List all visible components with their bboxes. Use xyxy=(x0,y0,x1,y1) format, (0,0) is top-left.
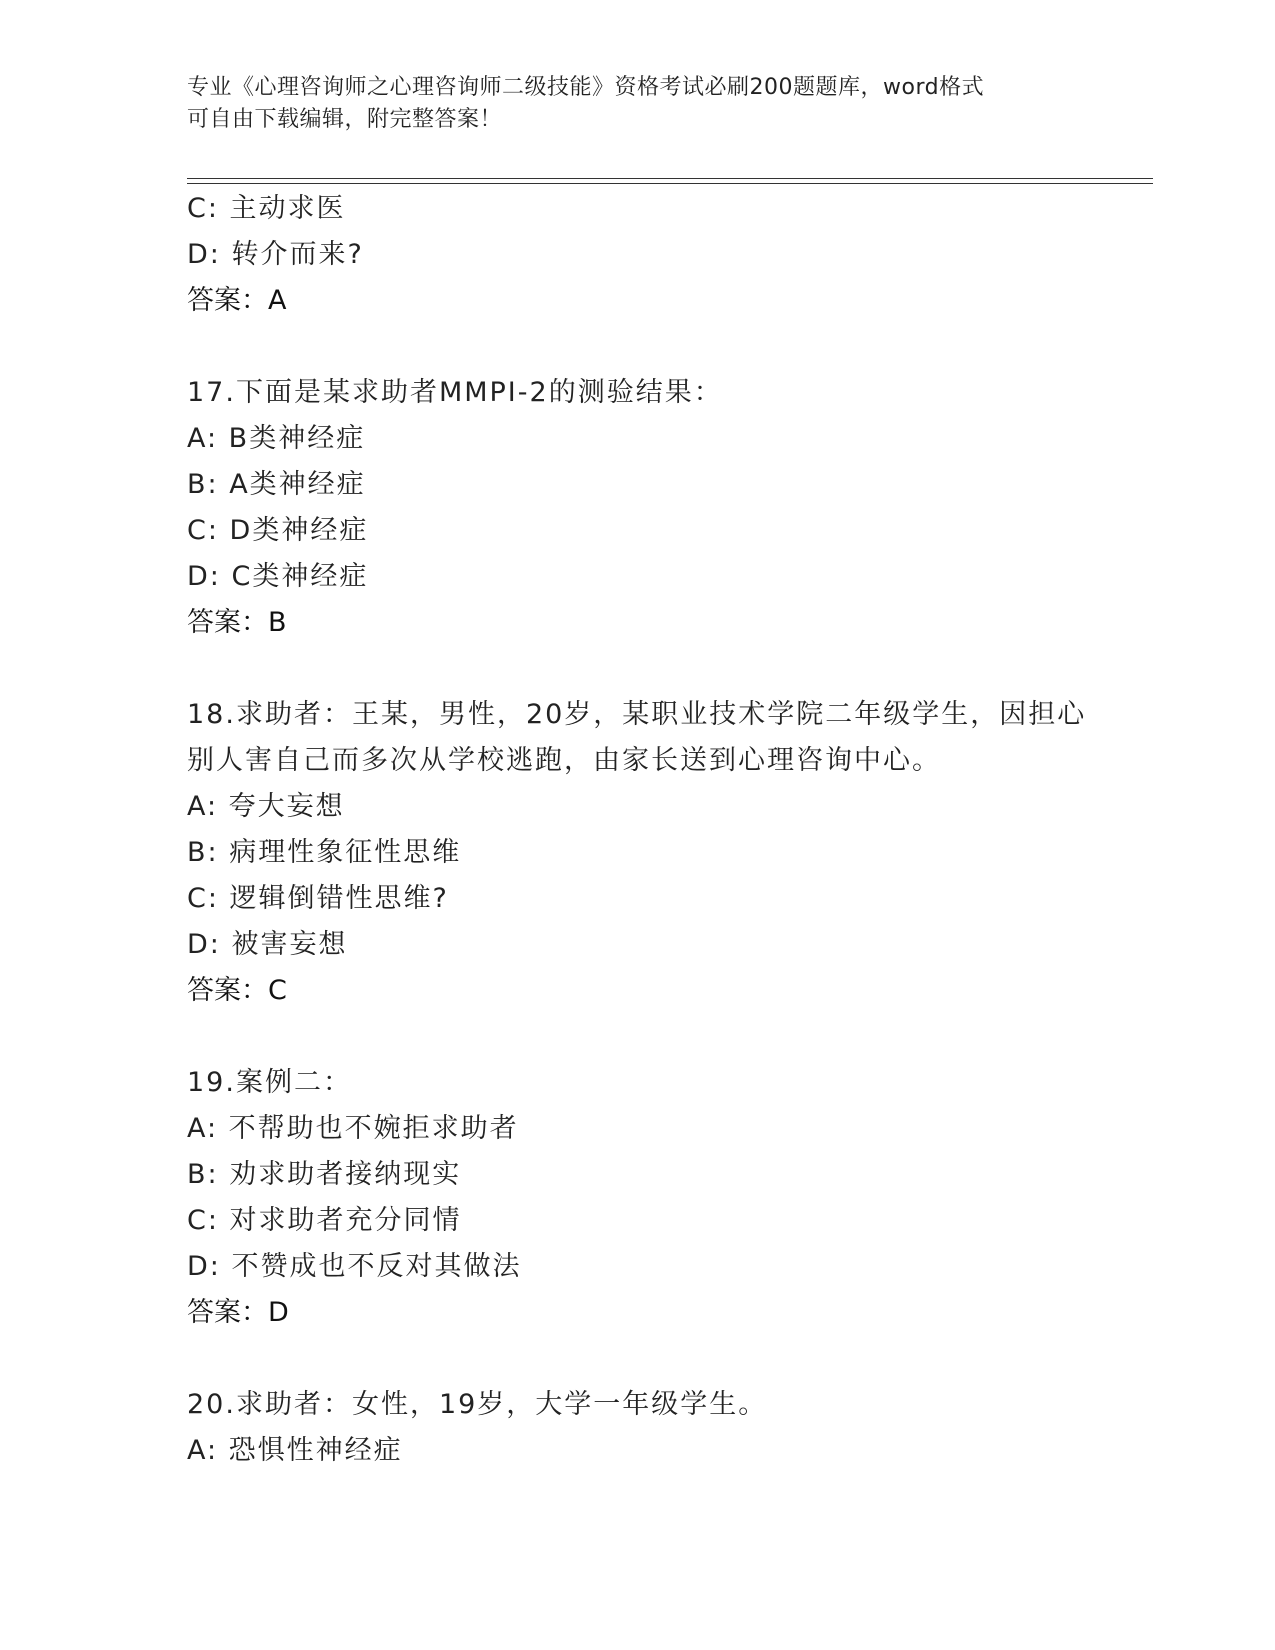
document-header xyxy=(187,72,1087,136)
option-b: B: 劝求助者接纳现实 xyxy=(187,1159,462,1190)
spacer xyxy=(187,1336,1117,1382)
option-a: A: 恐惧性神经症 xyxy=(187,1435,403,1466)
option-c: C: 逻辑倒错性思维? xyxy=(187,883,449,914)
option-c: C: 对求助者充分同情 xyxy=(187,1205,462,1236)
option-c: C: D类神经症 xyxy=(187,515,369,546)
option-d: D: 转介而来? xyxy=(187,239,364,270)
option-a: A: 夸大妄想 xyxy=(187,791,345,822)
question-list xyxy=(187,186,1117,1474)
option-c: C: 主动求医 xyxy=(187,193,346,224)
option-d: D: 不赞成也不反对其做法 xyxy=(187,1251,522,1282)
header-divider-bottom xyxy=(187,183,1153,184)
option-a: A: 不帮助也不婉拒求助者 xyxy=(187,1113,519,1144)
question-text-line-1: 18.求助者：王某，男性，20岁，某职业技术学院二年级学生，因担心 xyxy=(187,699,1087,730)
question-16 xyxy=(187,186,1117,324)
answer-label: 答案：C xyxy=(187,975,287,1006)
option-a: A: B类神经症 xyxy=(187,423,366,454)
question-19 xyxy=(187,1060,1117,1336)
spacer xyxy=(187,324,1117,370)
question-text-line-2: 别人害自己而多次从学校逃跑，由家长送到心理咨询中心。 xyxy=(187,745,941,776)
option-b: B: A类神经症 xyxy=(187,469,366,500)
spacer xyxy=(187,1014,1117,1060)
option-b: B: 病理性象征性思维 xyxy=(187,837,462,868)
question-20 xyxy=(187,1382,1117,1474)
answer-label: 答案：A xyxy=(187,285,287,316)
question-text: 17.下面是某求助者MMPI-2的测验结果： xyxy=(187,377,723,408)
answer-label: 答案：B xyxy=(187,607,287,638)
header-line-2: 可自由下载编辑，附完整答案！ xyxy=(187,107,503,132)
question-text: 20.求助者：女性，19岁，大学一年级学生。 xyxy=(187,1389,768,1420)
option-d: D: 被害妄想 xyxy=(187,929,348,960)
header-divider-top xyxy=(187,178,1153,179)
spacer xyxy=(187,646,1117,692)
header-line-1: 专业《心理咨询师之心理咨询师二级技能》资格考试必刷200题题库，word格式 xyxy=(187,75,985,100)
answer-label: 答案：D xyxy=(187,1297,289,1328)
question-17 xyxy=(187,370,1117,646)
option-d: D: C类神经症 xyxy=(187,561,369,592)
question-18 xyxy=(187,692,1117,1014)
question-text: 19.案例二： xyxy=(187,1067,352,1098)
